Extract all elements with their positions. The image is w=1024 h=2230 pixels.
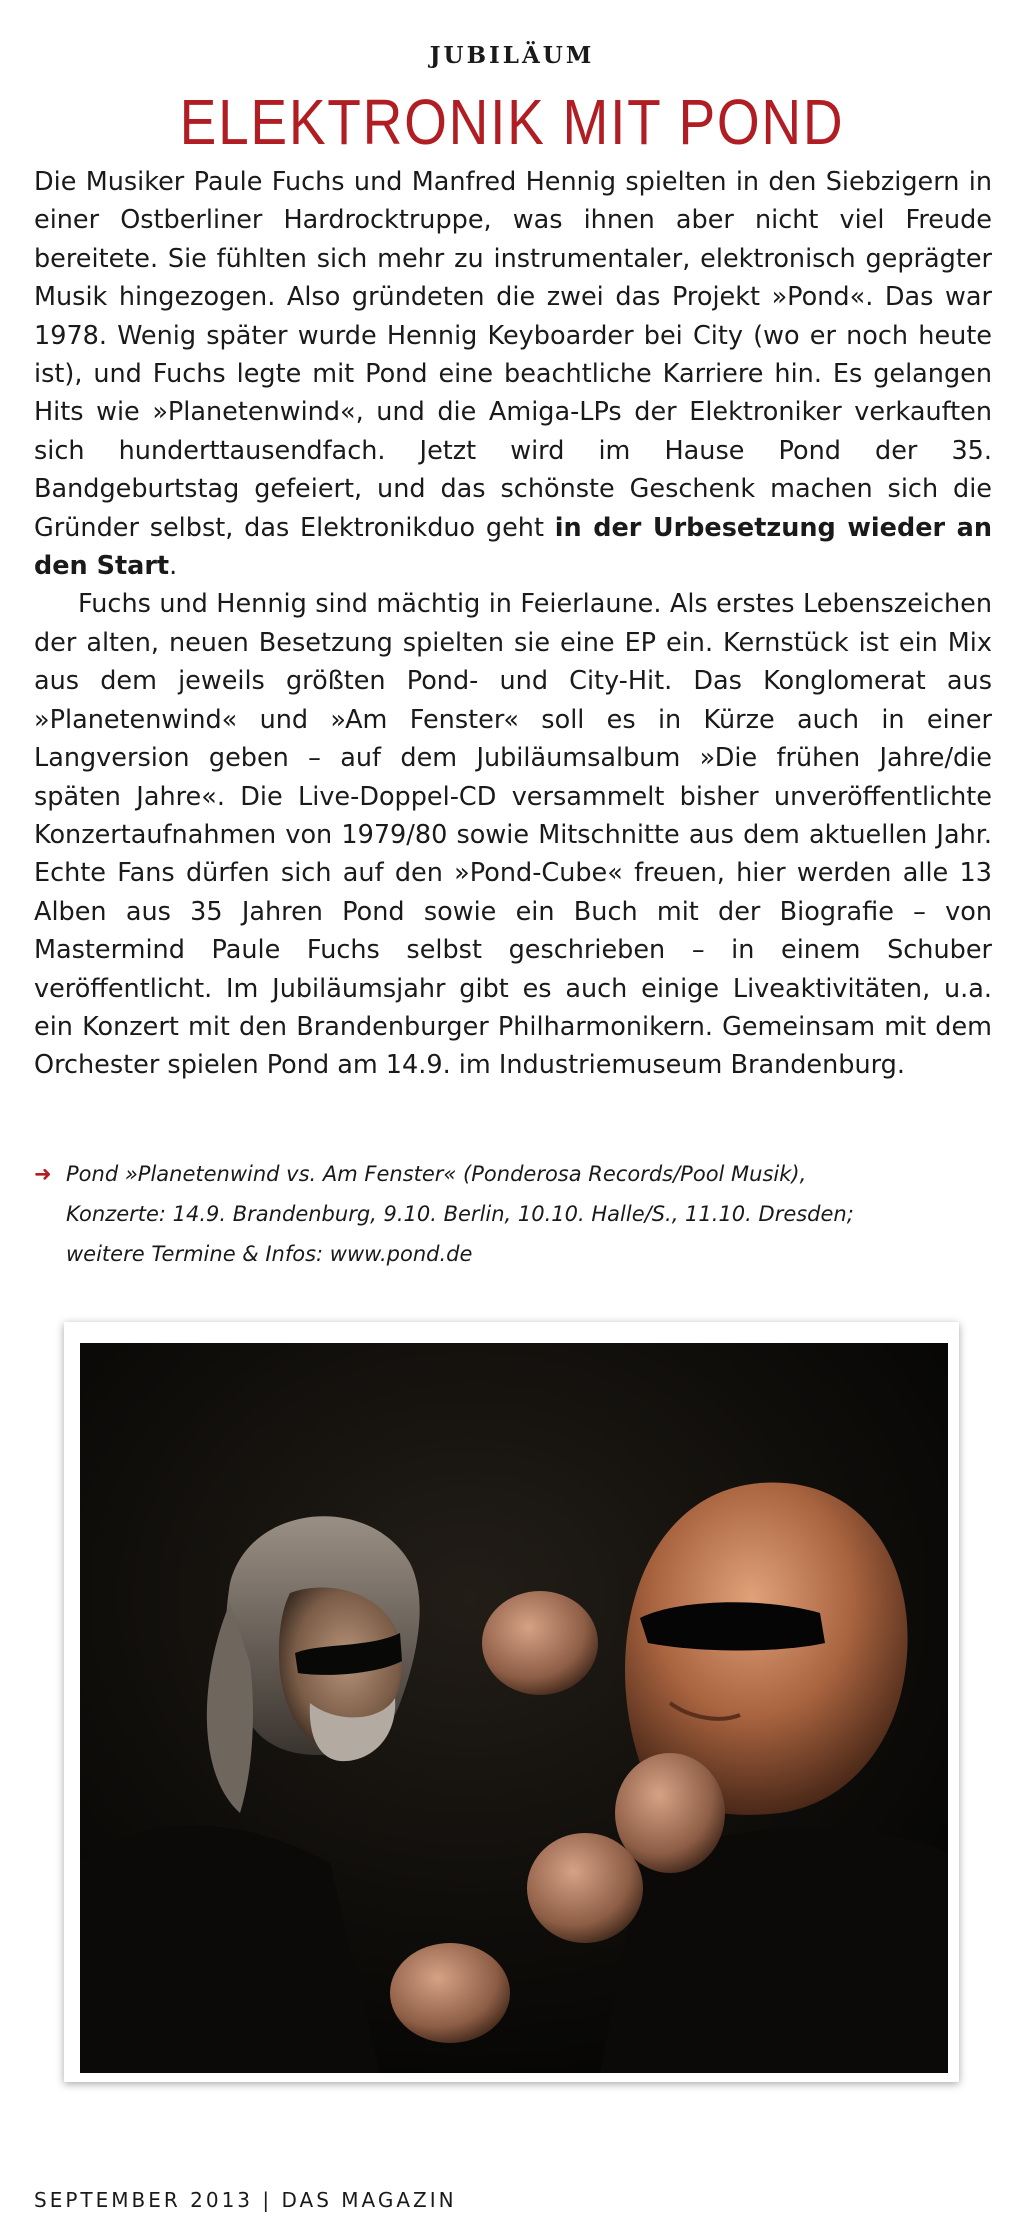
article-paragraph-2: Fuchs und Hennig sind mächtig in Feierlaune. Als erstes Lebenszeichen der alten, neuen Besetzung spielten sie eine EP ein. Kernstück ist ein Mix aus dem jeweils größten Pond- und City-Hit. Das Konglomerat aus »Planetenwind« und »Am Fenster« soll es in Kürze auch in einer Langversion geben – auf dem Jubiläumsalbum »Die frühen Jahre/die späten Jahre«. Die Live-Doppel-CD versammelt bisher unveröffentlichte Konzertaufnahmen von 1979/80 sowie Mitschnitte aus dem aktuellen Jahr. Echte Fans dürfen sich auf den »Pond-Cube« freuen, hier werden alle 13 Alben aus 35 Jahren Pond sowie ein Buch mit der Biografie – von Mastermind Paule Fuchs selbst geschrieben – in einem Schuber veröffentlicht. Im Jubiläumsjahr gibt es auch einige Liveaktivitäten, u.a. ein Konzert mit den Brandenburger Philharmonikern. Gemeinsam mit dem Orchester spielen Pond am 14.9. im Industriemuseum Brandenburg. — [34, 589, 992, 1081]
band-photo — [80, 1343, 948, 2073]
info-release-text: Pond »Planetenwind vs. Am Fenster« (Ponderosa Records/Pool Musik), — [66, 1162, 807, 1186]
info-line-website: weitere Termine & Infos: www.pond.de — [66, 1242, 473, 1266]
article-headline: ELEKTRONIK MIT POND — [179, 86, 845, 158]
paragraph-1-text: Die Musiker Paule Fuchs und Manfred Hennig spielten in den Siebzigern in einer Ostberliner Hardrocktruppe, was ihnen aber nicht viel Freude bereitete. Sie fühlten sich mehr zu instrumentaler, elektronisch geprägter Musik hingezogen. Also gründeten die zwei das Projekt »Pond«. Das war 1978. Wenig später wurde Hennig Keyboarder bei City (wo er noch heute ist), und Fuchs legte mit Pond eine beachtliche Karriere hin. Es gelangen Hits wie »Planetenwind«, und die Amiga-LPs der Elektroniker verkauften sich hunderttausendfach. Jetzt wird im Hause Pond der 35. Bandgeburtstag gefeiert, und das schönste Geschenk machen sich die Gründer selbst, das Elektronikduo geht — [34, 167, 992, 543]
article-kicker: JUBILÄUM — [429, 42, 595, 69]
info-box — [34, 1154, 994, 1274]
band-photo-illustration — [80, 1343, 948, 2073]
article-paragraph-1 — [34, 163, 992, 585]
page-footer: SEPTEMBER 2013 | DAS MAGAZIN — [34, 2188, 457, 2212]
paragraph-1-bold-phrase: in der Urbesetzung wieder an den Start — [34, 512, 992, 582]
article-body — [34, 163, 992, 1085]
arrow-right-icon: ➜ — [34, 1162, 52, 1186]
paragraph-1-end: . — [169, 551, 178, 582]
info-line-release — [34, 1154, 994, 1194]
info-line-concerts: Konzerte: 14.9. Brandenburg, 9.10. Berlin, 10.10. Halle/S., 11.10. Dresden; — [66, 1202, 854, 1226]
